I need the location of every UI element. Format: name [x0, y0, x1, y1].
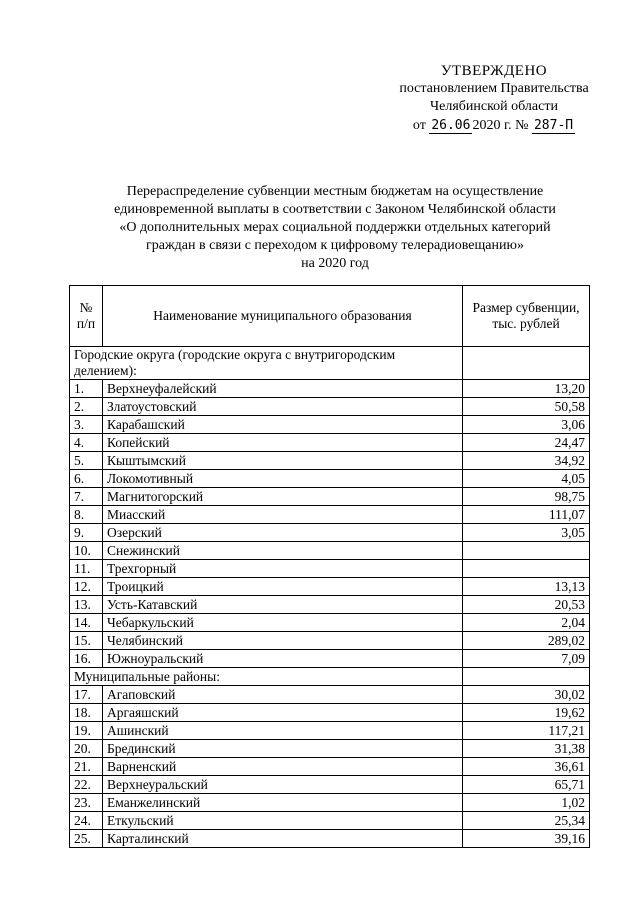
municipality-name: Магнитогорский: [103, 488, 463, 506]
municipality-name: Трехгорный: [103, 560, 463, 578]
table-row: [70, 398, 590, 416]
row-number: 22.: [70, 776, 103, 794]
row-number: 8.: [70, 506, 103, 524]
municipality-name: Карабашский: [103, 416, 463, 434]
row-number: 2.: [70, 398, 103, 416]
row-number: 7.: [70, 488, 103, 506]
subvention-amount: 36,61: [463, 758, 590, 776]
row-number: 15.: [70, 632, 103, 650]
title-line-5: на 2020 год: [301, 256, 369, 271]
approval-block: [384, 62, 604, 135]
subvention-amount: [463, 560, 590, 578]
row-number: 24.: [70, 812, 103, 830]
title-line-2: единовременной выплаты в соответствии с Законом Челябинской области: [114, 202, 556, 217]
title-line-1: Перераспределение субвенции местным бюджетам на осуществление: [126, 184, 544, 199]
subvention-amount: 1,02: [463, 794, 590, 812]
row-number: 5.: [70, 452, 103, 470]
subvention-amount: 117,21: [463, 722, 590, 740]
approval-title: УТВЕРЖДЕНО: [440, 63, 548, 79]
row-number: 3.: [70, 416, 103, 434]
subvention-amount: 30,02: [463, 686, 590, 704]
subvention-amount: 111,07: [463, 506, 590, 524]
approval-line-2: Челябинской области: [430, 99, 558, 114]
row-number: 18.: [70, 704, 103, 722]
table-row: [70, 686, 590, 704]
subvention-amount: 13,13: [463, 578, 590, 596]
subvention-amount: 98,75: [463, 488, 590, 506]
title-line-3: «О дополнительных мерах социальной поддержки отдельных категорий: [119, 220, 551, 235]
table-row: [70, 632, 590, 650]
table-header-row: [70, 286, 590, 347]
subvention-amount: 50,58: [463, 398, 590, 416]
subvention-amount: 65,71: [463, 776, 590, 794]
table-row: [70, 506, 590, 524]
subvention-amount: 20,53: [463, 596, 590, 614]
municipality-name: Карталинский: [103, 830, 463, 848]
document-title: [70, 183, 600, 273]
municipality-name: Чебаркульский: [103, 614, 463, 632]
row-number: 9.: [70, 524, 103, 542]
row-number: 25.: [70, 830, 103, 848]
subvention-amount: 4,05: [463, 470, 590, 488]
row-number: 11.: [70, 560, 103, 578]
table-row: [70, 794, 590, 812]
section-row: [70, 668, 590, 686]
table-row: [70, 560, 590, 578]
table-row: [70, 470, 590, 488]
approval-date-line: [384, 117, 604, 135]
subvention-amount: 2,04: [463, 614, 590, 632]
section-row: [70, 347, 590, 380]
municipality-name: Челябинский: [103, 632, 463, 650]
subvention-amount: 3,06: [463, 416, 590, 434]
handwritten-number: 287-П: [533, 118, 574, 133]
table-row: [70, 812, 590, 830]
table-row: [70, 776, 590, 794]
row-number: 1.: [70, 380, 103, 398]
row-number: 20.: [70, 740, 103, 758]
municipality-name: Озерский: [103, 524, 463, 542]
municipality-name: Верхнеуральский: [103, 776, 463, 794]
table-row: [70, 614, 590, 632]
subvention-amount: 3,05: [463, 524, 590, 542]
table-row: [70, 578, 590, 596]
municipality-name: Троицкий: [103, 578, 463, 596]
municipality-name: Снежинский: [103, 542, 463, 560]
row-number: 23.: [70, 794, 103, 812]
row-number: 12.: [70, 578, 103, 596]
table-row: [70, 452, 590, 470]
section-title: Городские округа (городские округа с внутригородским делением):: [70, 347, 463, 380]
section-amount-cell: [463, 347, 590, 380]
subvention-amount: [463, 542, 590, 560]
table-row: [70, 722, 590, 740]
municipality-name: Кыштымский: [103, 452, 463, 470]
table-row: [70, 488, 590, 506]
table-row: [70, 542, 590, 560]
subvention-table: [69, 285, 590, 848]
row-number: 21.: [70, 758, 103, 776]
municipality-name: Усть-Катавский: [103, 596, 463, 614]
row-number: 14.: [70, 614, 103, 632]
row-number: 6.: [70, 470, 103, 488]
table-row: [70, 758, 590, 776]
subvention-amount: 19,62: [463, 704, 590, 722]
table-row: [70, 596, 590, 614]
table-row: [70, 704, 590, 722]
municipality-name: Еткульский: [103, 812, 463, 830]
table-row: [70, 830, 590, 848]
row-number: 19.: [70, 722, 103, 740]
table-row: [70, 650, 590, 668]
municipality-name: Верхнеуфалейский: [103, 380, 463, 398]
row-number: 16.: [70, 650, 103, 668]
date-suffix: 2020 г. №: [472, 118, 529, 133]
handwritten-date: 26.06: [431, 118, 471, 133]
table-row: [70, 524, 590, 542]
municipality-name: Ашинский: [103, 722, 463, 740]
row-number: 13.: [70, 596, 103, 614]
table-body: [70, 347, 590, 848]
municipality-name: Еманжелинский: [103, 794, 463, 812]
table-row: [70, 434, 590, 452]
header-num: № п/п: [70, 286, 103, 347]
subvention-amount: 289,02: [463, 632, 590, 650]
municipality-name: Миасский: [103, 506, 463, 524]
subvention-amount: 34,92: [463, 452, 590, 470]
row-number: 10.: [70, 542, 103, 560]
table-row: [70, 740, 590, 758]
subvention-amount: 7,09: [463, 650, 590, 668]
header-name: Наименование муниципального образования: [103, 286, 463, 347]
table-row: [70, 416, 590, 434]
header-amount: Размер субвенции, тыс. рублей: [463, 286, 590, 347]
date-prefix: от: [412, 118, 426, 133]
row-number: 17.: [70, 686, 103, 704]
municipality-name: Агаповский: [103, 686, 463, 704]
municipality-name: Южноуральский: [103, 650, 463, 668]
municipality-name: Варненский: [103, 758, 463, 776]
municipality-name: Брединский: [103, 740, 463, 758]
subvention-amount: 31,38: [463, 740, 590, 758]
municipality-name: Златоустовский: [103, 398, 463, 416]
row-number: 4.: [70, 434, 103, 452]
subvention-amount: 25,34: [463, 812, 590, 830]
section-amount-cell: [463, 668, 590, 686]
municipality-name: Аргаяшский: [103, 704, 463, 722]
subvention-amount: 24,47: [463, 434, 590, 452]
subvention-amount: 39,16: [463, 830, 590, 848]
approval-line-1: постановлением Правительства: [399, 81, 589, 96]
municipality-name: Копейский: [103, 434, 463, 452]
section-title: Муниципальные районы:: [70, 668, 463, 686]
title-line-4: граждан в связи с переходом к цифровому телерадиовещанию»: [146, 238, 524, 253]
subvention-amount: 13,20: [463, 380, 590, 398]
table-row: [70, 380, 590, 398]
municipality-name: Локомотивный: [103, 470, 463, 488]
